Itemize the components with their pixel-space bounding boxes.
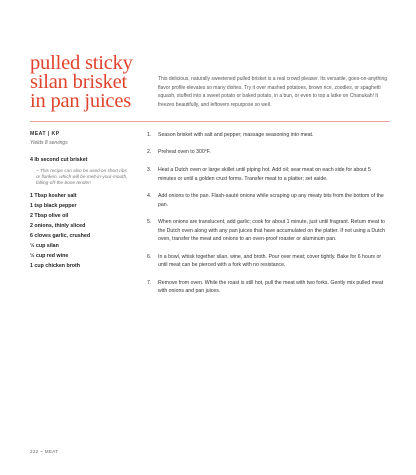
step-number: 2. (147, 149, 152, 156)
title-line: in pan juices (30, 90, 132, 112)
recipe-intro: This delicious, naturally sweetened pulled brisket is a real crowd pleaser. Its versatile, goes-on-anything flavor profile elevates so many dishes. Try it over mashed potatoes, brown rice, zoodles, or spaghetti squash, stuffed into a sweet potato or baked potato, in a bun, or even to top a latke on Chanukah! It freezes beautifully, and leftovers repurpose so well. (158, 76, 388, 108)
page-footer: 222 ~ MEAT (30, 449, 59, 454)
step-text: In a bowl, whisk together silan, wine, and broth. Pour over meat; cover tightly. Bake for 6 hours or until meat can be pierced with a fork with no resistance. (158, 253, 382, 269)
ingredient-list (30, 157, 130, 270)
ingredient-item: ½ cup silan (30, 243, 59, 250)
instruction-step (147, 166, 390, 183)
instruction-step (147, 253, 390, 270)
ingredient-text: 4 lb second cut brisket (30, 157, 88, 163)
ingredient-item: 6 cloves garlic, crushed (30, 233, 91, 240)
step-text: When onions are translucent, add garlic; cook for about 1 minute, just until fragrant. Return meat to the Dutch oven along with any pan juices that have accumulated on the platter. If not using a Dutch oven, transfer the meat and onions to an oven-proof roaster or aluminum pan. (158, 219, 385, 243)
ingredient-item: 1 cup chicken broth (30, 263, 81, 270)
ingredient-item (30, 157, 130, 186)
step-number: 7. (147, 279, 152, 286)
step-number: 1. (147, 132, 152, 138)
ingredient-item: 2 onions, thinly sliced (30, 223, 86, 230)
instruction-step (147, 131, 390, 140)
step-number: 5. (147, 219, 152, 226)
title-line: silan brisket (30, 71, 128, 93)
instruction-step (147, 218, 390, 244)
step-number: 3. (147, 166, 152, 173)
instruction-step (147, 148, 390, 157)
recipe-category: MEAT | KP (30, 131, 60, 137)
ingredient-item: 1 tsp black pepper (30, 202, 77, 209)
step-text: Heat a Dutch oven or large skillet until piping hot. Add oil; sear meat on each side for about 5 minutes or until a golden crust forms. Transfer meat to a platter; set aside. (158, 166, 371, 182)
instruction-step (147, 192, 390, 209)
divider-rule (30, 121, 390, 122)
ingredient-item: ½ cup red wine (30, 253, 69, 260)
step-text: Preheat oven to 300°F. (158, 149, 211, 156)
step-text: Season brisket with salt and pepper; massage seasoning into meat. (158, 132, 314, 138)
step-number: 4. (147, 193, 152, 200)
ingredient-item: 2 Tbsp olive oil (30, 212, 69, 219)
ingredient-item: 1 Tbsp kosher salt (30, 192, 77, 199)
instruction-list (147, 131, 390, 305)
recipe-yield: Yields 8 servings (30, 140, 68, 146)
title-line: pulled sticky (30, 52, 133, 74)
ingredient-note: ~ This recipe can also be used on short ribs or flanken, which will be melt-in-your-mouth, falling-off-the-bone tender! (36, 167, 128, 185)
step-number: 6. (147, 253, 152, 260)
step-text: Remove from oven. While the roast is still hot, pull the meat with two forks. Gently mix pulled meat with onions and pan juices. (158, 279, 384, 295)
recipe-title (30, 54, 160, 111)
ingredients-column (30, 131, 130, 274)
instruction-step (147, 279, 390, 296)
step-text: Add onions to the pan. Flash-sauté onions while scraping up any meaty bits from the bottom of the pan. (158, 193, 384, 208)
